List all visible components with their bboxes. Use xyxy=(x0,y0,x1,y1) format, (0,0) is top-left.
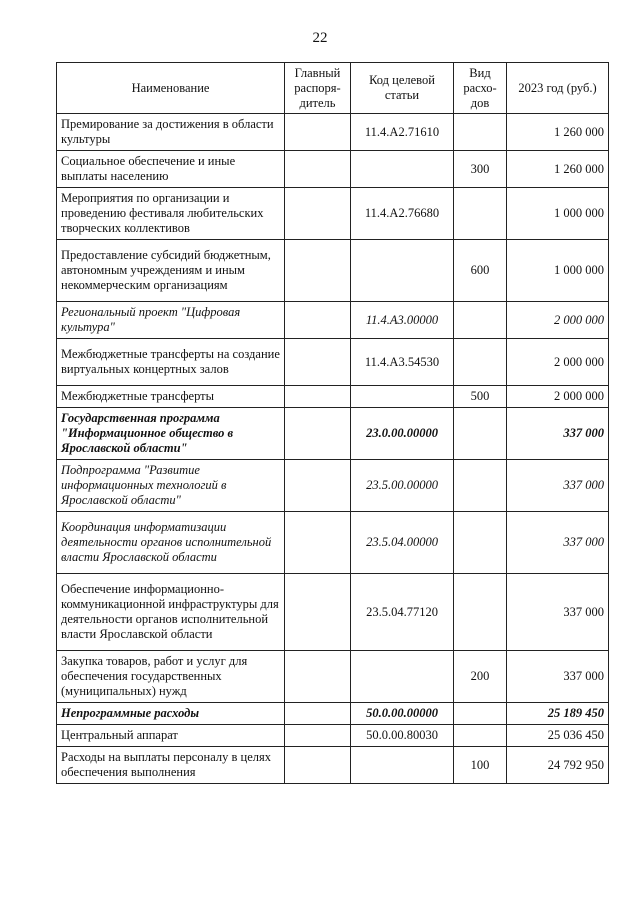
row-amount-cell: 2 000 000 xyxy=(507,302,609,339)
row-admin-cell xyxy=(285,386,351,408)
table-row xyxy=(57,339,609,386)
row-code-cell: 11.4.А3.00000 xyxy=(351,302,454,339)
row-code-cell: 11.4.А3.54530 xyxy=(351,339,454,386)
row-admin-cell xyxy=(285,512,351,574)
row-name-cell: Межбюджетные трансферты на создание виртуальных концертных залов xyxy=(57,339,285,386)
header-row xyxy=(57,63,609,114)
row-admin-cell xyxy=(285,703,351,725)
row-admin-cell xyxy=(285,302,351,339)
row-admin-cell xyxy=(285,651,351,703)
header-type: Вид расхо-дов xyxy=(454,63,507,114)
row-code-cell xyxy=(351,747,454,784)
row-code-cell: 50.0.00.80030 xyxy=(351,725,454,747)
row-code-cell: 50.0.00.00000 xyxy=(351,703,454,725)
table-row xyxy=(57,747,609,784)
row-name-cell: Мероприятия по организации и проведению фестиваля любительских творческих коллективов xyxy=(57,188,285,240)
header-code: Код целевой статьи xyxy=(351,63,454,114)
row-type-cell xyxy=(454,512,507,574)
row-type-cell: 600 xyxy=(454,240,507,302)
table-row xyxy=(57,725,609,747)
budget-table xyxy=(56,62,609,784)
row-type-cell xyxy=(454,114,507,151)
table-row xyxy=(57,188,609,240)
row-code-cell: 11.4.А2.71610 xyxy=(351,114,454,151)
row-admin-cell xyxy=(285,747,351,784)
row-amount-cell: 25 036 450 xyxy=(507,725,609,747)
row-type-cell xyxy=(454,188,507,240)
row-type-cell xyxy=(454,408,507,460)
row-type-cell: 300 xyxy=(454,151,507,188)
header-name: Наименование xyxy=(57,63,285,114)
table-row xyxy=(57,240,609,302)
row-code-cell xyxy=(351,151,454,188)
row-amount-cell: 1 000 000 xyxy=(507,188,609,240)
table-row xyxy=(57,386,609,408)
row-admin-cell xyxy=(285,240,351,302)
row-name-cell: Премирование за достижения в области культуры xyxy=(57,114,285,151)
table-row xyxy=(57,651,609,703)
row-name-cell: Непрограммные расходы xyxy=(57,703,285,725)
row-type-cell: 500 xyxy=(454,386,507,408)
row-amount-cell: 337 000 xyxy=(507,460,609,512)
row-type-cell xyxy=(454,302,507,339)
row-amount-cell: 1 000 000 xyxy=(507,240,609,302)
row-code-cell xyxy=(351,651,454,703)
row-admin-cell xyxy=(285,151,351,188)
header-admin: Главный распоря-дитель xyxy=(285,63,351,114)
row-amount-cell: 25 189 450 xyxy=(507,703,609,725)
row-amount-cell: 24 792 950 xyxy=(507,747,609,784)
row-amount-cell: 1 260 000 xyxy=(507,114,609,151)
row-type-cell xyxy=(454,725,507,747)
row-name-cell: Обеспечение информационно-коммуникационной инфраструктуры для деятельности органов исполнительной власти Ярославской области xyxy=(57,574,285,651)
row-code-cell: 23.0.00.00000 xyxy=(351,408,454,460)
row-code-cell: 23.5.04.00000 xyxy=(351,512,454,574)
row-code-cell: 23.5.04.77120 xyxy=(351,574,454,651)
table-row xyxy=(57,114,609,151)
row-name-cell: Закупка товаров, работ и услуг для обеспечения государственных (муниципальных) нужд xyxy=(57,651,285,703)
row-name-cell: Региональный проект "Цифровая культура" xyxy=(57,302,285,339)
row-name-cell: Межбюджетные трансферты xyxy=(57,386,285,408)
row-name-cell: Предоставление субсидий бюджетным, автономным учреждениям и иным некоммерческим организациям xyxy=(57,240,285,302)
row-code-cell: 23.5.00.00000 xyxy=(351,460,454,512)
row-admin-cell xyxy=(285,114,351,151)
row-type-cell xyxy=(454,703,507,725)
table-header xyxy=(57,63,609,114)
table-row xyxy=(57,512,609,574)
row-name-cell: Расходы на выплаты персоналу в целях обеспечения выполнения xyxy=(57,747,285,784)
row-admin-cell xyxy=(285,725,351,747)
row-amount-cell: 337 000 xyxy=(507,408,609,460)
table-row xyxy=(57,703,609,725)
row-code-cell xyxy=(351,386,454,408)
row-name-cell: Подпрограмма "Развитие информационных технологий в Ярославской области" xyxy=(57,460,285,512)
header-amount: 2023 год (руб.) xyxy=(507,63,609,114)
table-body xyxy=(57,114,609,784)
row-code-cell: 11.4.А2.76680 xyxy=(351,188,454,240)
row-type-cell: 200 xyxy=(454,651,507,703)
table-row xyxy=(57,302,609,339)
row-admin-cell xyxy=(285,460,351,512)
row-admin-cell xyxy=(285,339,351,386)
table-row xyxy=(57,460,609,512)
row-admin-cell xyxy=(285,408,351,460)
row-type-cell xyxy=(454,339,507,386)
row-amount-cell: 2 000 000 xyxy=(507,339,609,386)
row-name-cell: Государственная программа "Информационное общество в Ярославской области" xyxy=(57,408,285,460)
row-type-cell: 100 xyxy=(454,747,507,784)
row-admin-cell xyxy=(285,574,351,651)
table-row xyxy=(57,574,609,651)
row-type-cell xyxy=(454,460,507,512)
row-admin-cell xyxy=(285,188,351,240)
row-type-cell xyxy=(454,574,507,651)
row-amount-cell: 337 000 xyxy=(507,651,609,703)
table-row xyxy=(57,408,609,460)
page-number: 22 xyxy=(312,30,328,46)
row-name-cell: Центральный аппарат xyxy=(57,725,285,747)
row-code-cell xyxy=(351,240,454,302)
row-amount-cell: 2 000 000 xyxy=(507,386,609,408)
row-amount-cell: 1 260 000 xyxy=(507,151,609,188)
row-name-cell: Координация информатизации деятельности органов исполнительной власти Ярославской области xyxy=(57,512,285,574)
row-amount-cell: 337 000 xyxy=(507,512,609,574)
row-name-cell: Социальное обеспечение и иные выплаты населению xyxy=(57,151,285,188)
table-row xyxy=(57,151,609,188)
row-amount-cell: 337 000 xyxy=(507,574,609,651)
